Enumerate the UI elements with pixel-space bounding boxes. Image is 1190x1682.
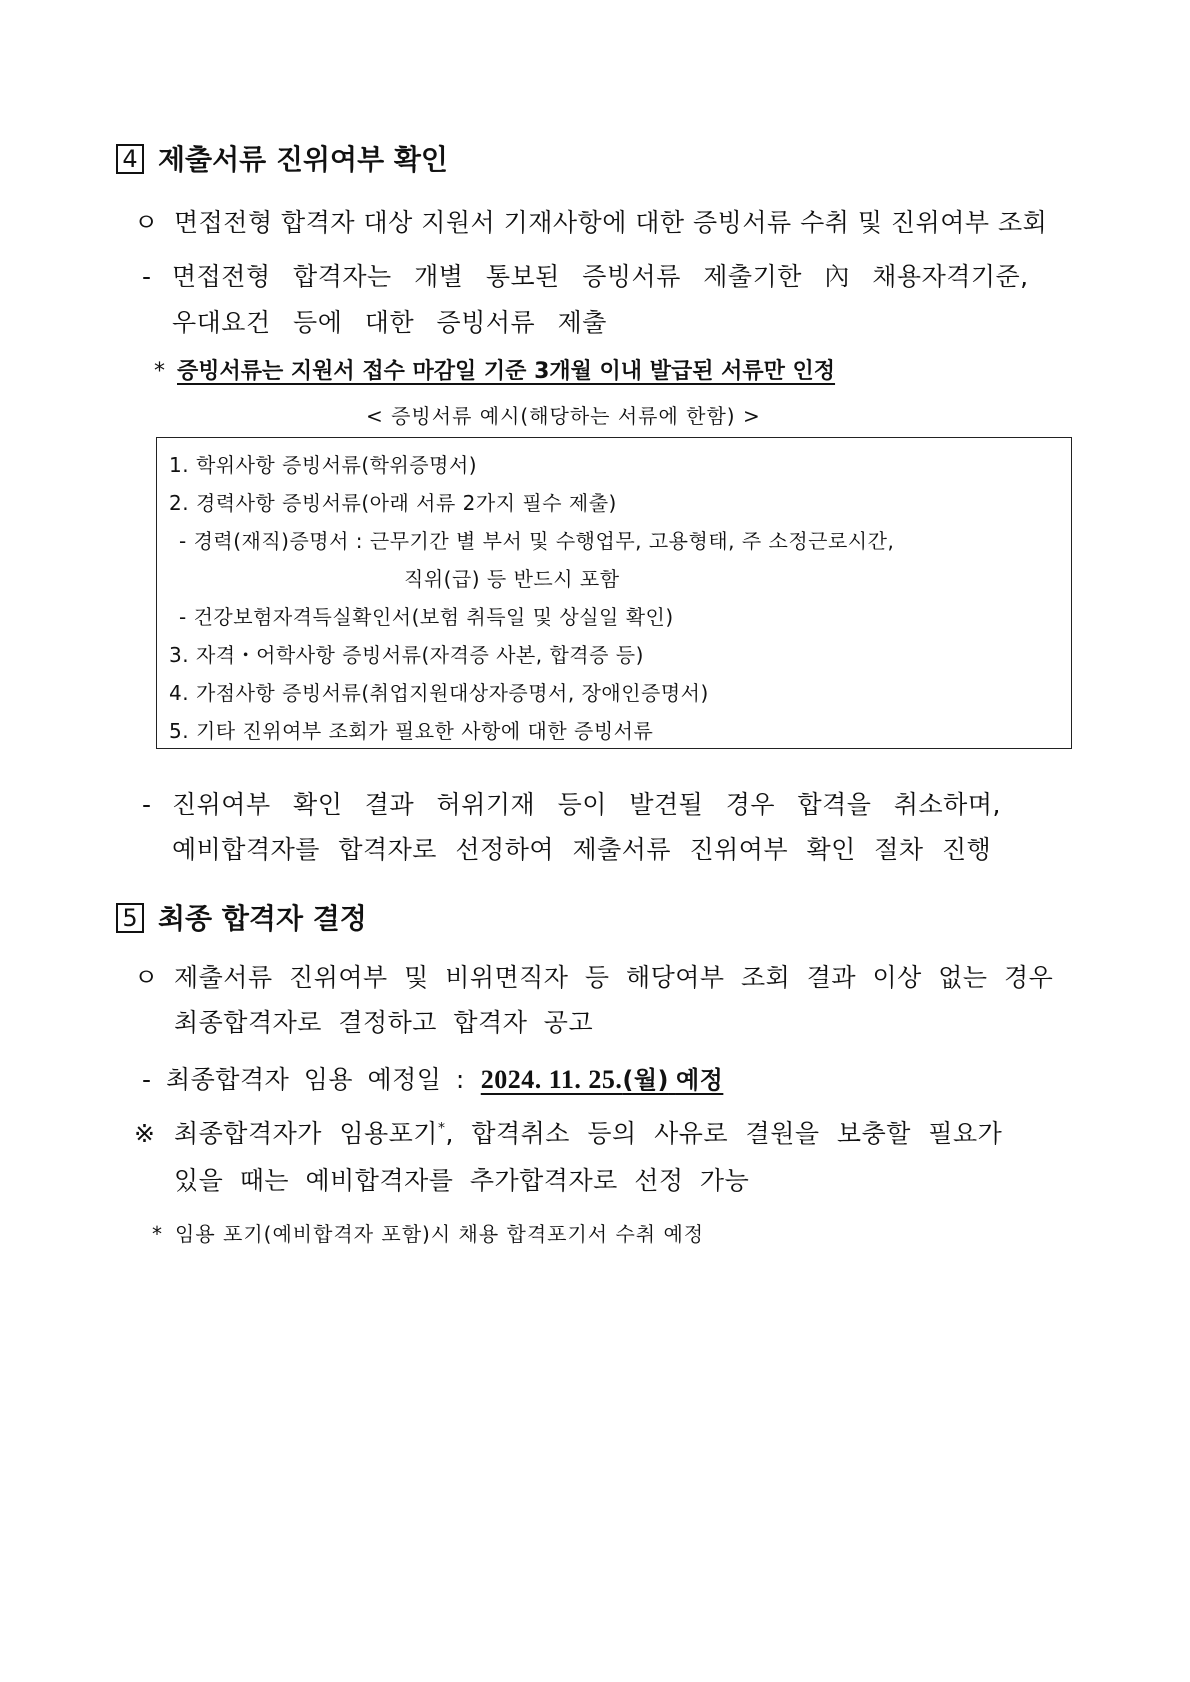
reference-note: ※ 최종합격자가 임용포기*, 합격취소 등의 사유로 결원을 보충할 필요가: [134, 1119, 1003, 1148]
dash-item-1-line2: 우대요건 등에 대한 증빙서류 제출: [172, 308, 607, 337]
example-item: 직위(급) 등 반드시 포함: [404, 567, 620, 591]
bullet-line2: 최종합격자로 결정하고 합격자 공고: [174, 1008, 594, 1037]
example-item: 5. 기타 진위여부 조회가 필요한 사항에 대한 증빙서류: [169, 719, 654, 743]
section-5-heading: [116, 897, 367, 937]
appointment-date: 2024. 11. 25.(월) 예정: [480, 1065, 724, 1094]
note-text: 증빙서류는 지원서 접수 마감일 기준 3개월 이내 발급된 서류만 인정: [177, 359, 836, 384]
examples-box: [156, 437, 1072, 749]
section-5-title: 최종 합격자 결정: [158, 902, 367, 935]
section-number-box: 4: [116, 144, 144, 174]
examples-caption: < 증빙서류 예시(해당하는 서류에 한함) >: [366, 404, 761, 428]
dash-item-1: - 면접전형 합격자는 개별 통보된 증빙서류 제출기한 內 채용자격기준,: [142, 262, 1029, 291]
bullet-item: [134, 203, 1047, 239]
section-number-box: 5: [116, 903, 144, 933]
bullet-text: 제출서류 진위여부 및 비위면직자 등 해당여부 조회 결과 이상 없는 경우: [174, 963, 1054, 992]
bullet-item: [134, 958, 1053, 994]
footnote-text: 임용 포기(예비합격자 포함)시 채용 합격포기서 수취 예정: [175, 1222, 705, 1246]
section-4-heading: [116, 138, 448, 178]
footnote: * 임용 포기(예비합격자 포함)시 채용 합격포기서 수취 예정: [152, 1222, 705, 1246]
section-4-title: 제출서류 진위여부 확인: [158, 143, 448, 176]
evidence-note: [154, 354, 835, 385]
note-star: *: [154, 359, 165, 384]
reference-note-line2: 있을 때는 예비합격자를 추가합격자로 선정 가능: [174, 1166, 750, 1195]
reference-symbol: ※: [134, 1119, 156, 1148]
dash-item-2: - 진위여부 확인 결과 허위기재 등이 발견될 경우 합격을 취소하며,: [142, 790, 1001, 819]
example-item: 2. 경력사항 증빙서류(아래 서류 2가지 필수 제출): [169, 491, 617, 515]
bullet-symbol: ㅇ: [134, 208, 159, 237]
example-item: 3. 자격・어학사항 증빙서류(자격증 사본, 합격증 등): [169, 643, 644, 667]
appointment-date-line: - 최종합격자 임용 예정일 : 2024. 11. 25.(월) 예정: [142, 1065, 724, 1094]
dash-item-1-line1: 면접전형 합격자는 개별 통보된 증빙서류 제출기한 內 채용자격기준,: [172, 262, 1029, 291]
dash-item-2-line2: 예비합격자를 합격자로 선정하여 제출서류 진위여부 확인 절차 진행: [172, 835, 992, 864]
dash-item-2-line1: 진위여부 확인 결과 허위기재 등이 발견될 경우 합격을 취소하며,: [172, 790, 1001, 819]
example-item: - 건강보험자격득실확인서(보험 취득일 및 상실일 확인): [179, 605, 674, 629]
appointment-label: 최종합격자 임용 예정일 :: [166, 1065, 465, 1094]
bullet-text: 면접전형 합격자 대상 지원서 기재사항에 대한 증빙서류 수취 및 진위여부 조회: [174, 208, 1048, 237]
example-item: - 경력(재직)증명서 : 근무기간 별 부서 및 수행업무, 고용형태, 주 소정근로시간,: [179, 529, 895, 553]
example-item: 1. 학위사항 증빙서류(학위증명서): [169, 453, 478, 477]
example-item: 4. 가점사항 증빙서류(취업지원대상자증명서, 장애인증명서): [169, 681, 709, 705]
bullet-symbol: ㅇ: [134, 963, 159, 992]
